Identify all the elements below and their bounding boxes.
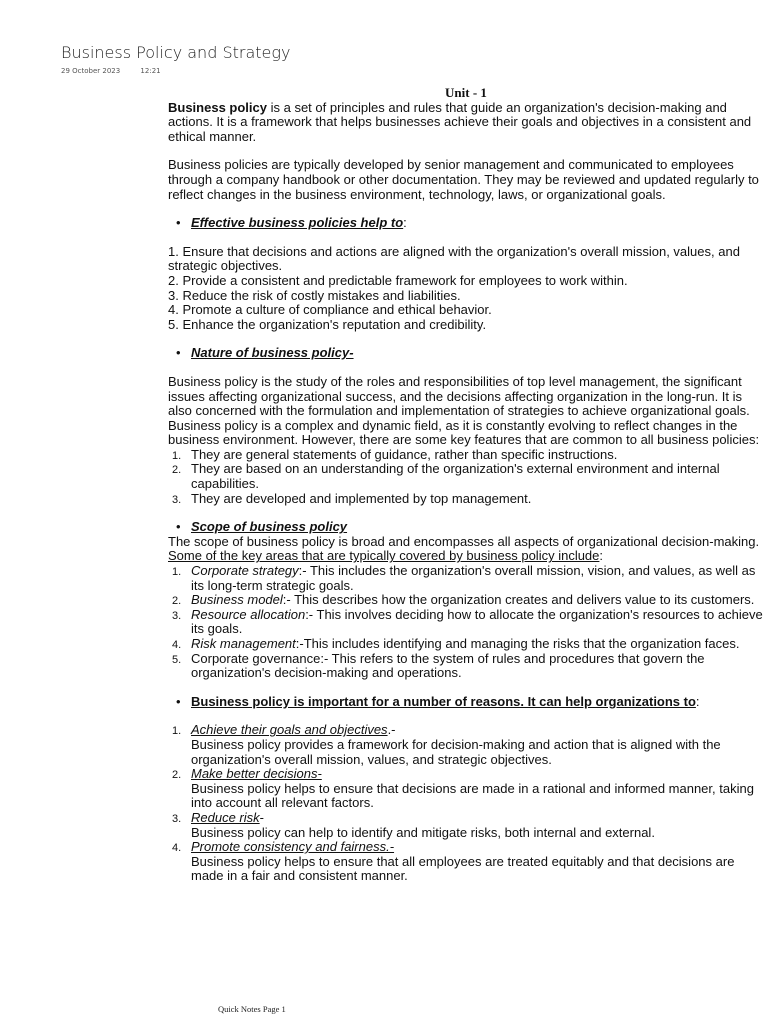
- list-title-suffix: -: [259, 809, 264, 825]
- list-text: :- This describes how the organization creates and delivers value to its customers.: [282, 592, 755, 608]
- list-item: [168, 462, 764, 491]
- list-text: Business policy helps to ensure that all employees are treated equitably and that decisions are made in a fair and consistent manner.: [191, 853, 735, 884]
- list-item: [168, 637, 764, 652]
- list-number: 4.: [172, 842, 182, 855]
- scope-heading: [168, 520, 764, 535]
- list-item: 1. Ensure that decisions and actions are aligned with the organization's overall mission, values, and strategic objectives.: [168, 243, 740, 274]
- list-text: Business policy helps to ensure that decisions are made in a rational and informed manner, taking into account all relevant factors.: [191, 780, 754, 811]
- effective-heading-text: Effective business policies help to: [191, 215, 404, 231]
- list-term: Resource allocation: [191, 606, 306, 622]
- intro-paragraph-2: Business policies are typically developed by senior management and communicated to employees through a company handbook or other documentation. They may be reviewed and updated regularly to reflect changes in the business environment, technology, laws, or organizational goals.: [168, 157, 759, 202]
- list-number: 2.: [172, 595, 182, 608]
- intro-text: is a set of principles and rules that guide an organization's decision-making and actions. It is a framework that helps businesses achieve their goals and objectives in a consistent and ethical manner.: [168, 99, 752, 144]
- importance-heading-colon: :: [695, 693, 700, 709]
- importance-heading-text: Business policy is important for a number of reasons. It can help organizations to: [191, 693, 696, 709]
- list-item: [168, 840, 764, 884]
- list-title: Make better decisions-: [191, 766, 322, 782]
- list-item: [168, 564, 764, 593]
- list-number: 1.: [172, 725, 182, 738]
- nature-list: [168, 448, 764, 506]
- page-date: 29 October 2023: [61, 67, 121, 75]
- page-time: 12:21: [140, 67, 161, 75]
- list-text: :- This involves deciding how to allocate the organization's resources to achieve its goals.: [191, 606, 763, 637]
- list-number: 1.: [172, 449, 182, 462]
- note-content[interactable]: [168, 86, 764, 884]
- scope-paragraph-1: The scope of business policy is broad and encompasses all aspects of organizational decision-making.: [168, 533, 760, 549]
- scope-paragraph-2-text: Some of the key areas that are typically covered by business policy include: [168, 548, 600, 564]
- list-item: [168, 492, 764, 507]
- page-title: Business Policy and Strategy: [61, 43, 291, 62]
- list-title: Achieve their goals and objectives: [191, 722, 388, 738]
- list-term: Business model: [191, 592, 283, 608]
- list-title-suffix: .-: [387, 722, 396, 738]
- list-number: 4.: [172, 639, 182, 651]
- list-number: 1.: [172, 566, 182, 579]
- page-footer: Quick Notes Page 1: [218, 1004, 286, 1014]
- list-item: [168, 593, 764, 608]
- effective-heading-colon: :: [403, 215, 407, 231]
- list-item: [168, 448, 764, 463]
- effective-heading: [168, 216, 764, 231]
- list-number: 3.: [172, 812, 182, 825]
- list-term: Corporate strategy: [191, 563, 299, 579]
- list-number: 2.: [172, 769, 182, 782]
- scope-paragraph-2: [168, 549, 764, 564]
- list-text: Business policy can help to identify and mitigate risks, both internal and external.: [191, 824, 655, 840]
- list-number: 3.: [172, 609, 182, 622]
- list-item: [168, 652, 764, 681]
- list-item: [168, 811, 764, 840]
- list-number: 2.: [172, 464, 182, 477]
- list-text: :-This includes identifying and managing the risks that the organization faces.: [295, 636, 740, 651]
- list-item: 4. Promote a culture of compliance and ethical behavior.: [168, 302, 492, 318]
- scope-paragraph-2-colon: :: [599, 548, 604, 564]
- importance-heading: [168, 695, 764, 710]
- intro-term: Business policy: [168, 99, 267, 115]
- list-text: Corporate governance:- This refers to the system of rules and procedures that govern the organization's decision-making and operations.: [191, 650, 705, 681]
- list-item: 2. Provide a consistent and predictable framework for employees to work within.: [168, 272, 628, 288]
- intro-paragraph: [168, 101, 764, 145]
- list-item: 3. Reduce the risk of costly mistakes and liabilities.: [168, 287, 461, 303]
- list-title: Promote consistency and fairness.-: [191, 839, 395, 855]
- list-title: Reduce risk: [191, 809, 260, 825]
- page-meta: [61, 67, 161, 75]
- list-item: [168, 723, 764, 767]
- list-text: :- This includes the organization's overall mission, vision, and values, as well as its long-term strategic goals.: [191, 563, 756, 593]
- list-item: [168, 608, 764, 637]
- list-item: 5. Enhance the organization's reputation and credibility.: [168, 316, 487, 332]
- list-number: 3.: [172, 493, 182, 506]
- scope-list: [168, 564, 764, 681]
- list-item: [168, 767, 764, 811]
- importance-list: [168, 723, 764, 884]
- unit-heading: Unit - 1: [445, 85, 487, 100]
- list-number: 5.: [172, 653, 182, 666]
- nature-heading: [168, 346, 764, 361]
- list-text: They are based on an understanding of the organization's external environment and internal capabilities.: [191, 461, 720, 492]
- nature-heading-text: Nature of business policy-: [191, 345, 354, 361]
- nature-paragraph-1: Business policy is the study of the roles and responsibilities of top level management, the significant issues affecting organizational success, and the decisions affecting organization in the long-run. It is also concerned with the formulation and implementation of strategies to achieve organizational goals.: [168, 373, 750, 419]
- effective-list: [168, 245, 764, 333]
- list-text: They are developed and implemented by top management.: [191, 490, 532, 506]
- list-text: Business policy provides a framework for decision-making and action that is aligned with the organization's overall mission, values, and strategic objectives.: [191, 736, 721, 767]
- scope-heading-text: Scope of business policy: [191, 519, 348, 535]
- list-text: They are general statements of guidance, rather than specific instructions.: [191, 446, 618, 462]
- list-term: Risk management: [191, 636, 296, 651]
- nature-paragraph-2: Business policy is a complex and dynamic field, as it is constantly evolving to reflect changes in the business environment. However, there are some key features that are common to all business policies:: [168, 417, 760, 448]
